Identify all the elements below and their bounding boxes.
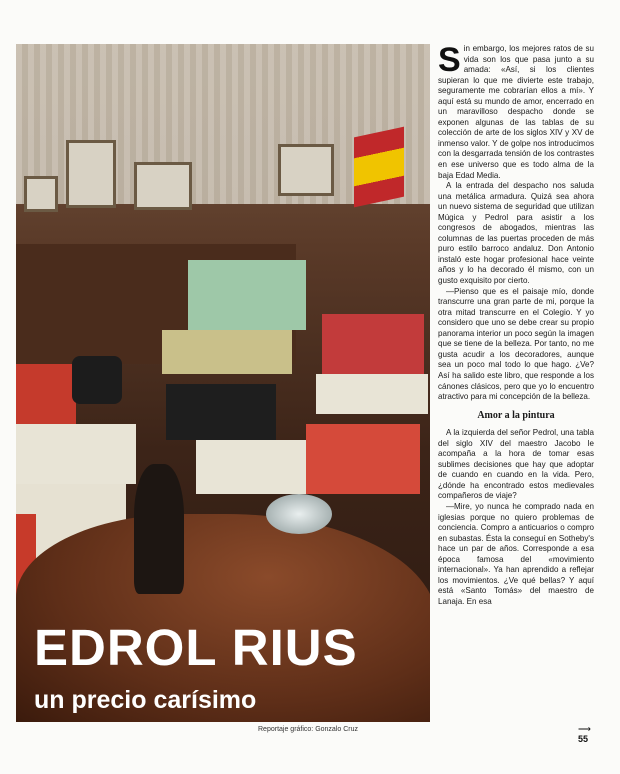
black-books bbox=[166, 384, 276, 440]
small-frame bbox=[24, 176, 58, 212]
paragraph-1-text: in embargo, los mejores ratos de su vida son los que pasa junto a su amada: «Así, si los clientes supieran lo que me divierte este trabajo, seguramente me cobrarían ellos a mí». Y aquí está su mundo de amor, encerrado en un maravilloso despacho donde se exponen algunas de las tablas de su colección de arte de los siglos XIV y XV de inmenso valor. Y de golpe nos introducimos con la desgarrada tensión de los contrastes en ese universo que es todo alma de la baja Edad Media. bbox=[438, 44, 594, 180]
book-stack-left bbox=[16, 424, 136, 484]
paragraph-1 bbox=[438, 41, 594, 181]
picture-frame-right bbox=[278, 144, 334, 196]
paragraph-3: —Pienso que es el paisaje mío, donde transcurre una gran parte de mi, porque la otra mitad transcurre en el Colegio. Y yo considero que uno se debe crear su propio panorama interior un poco según la imagen que se tiene de la belleza. Por tanto, no me gusta acudir a los decoradores, aunque sea un poco mal todo lo que hago. ¿Ve? Así ha salido este libro, que responde a los cánones clásicos, pero que yo lo encuentro atractivo para mi concepción de la belleza. bbox=[438, 286, 594, 402]
bronze-statuette bbox=[134, 464, 184, 594]
dropcap: S bbox=[438, 41, 461, 79]
red-books-left bbox=[16, 364, 76, 424]
paragraph-4: A la izquierda del señor Pedrol, una tabla del siglo XIV del maestro Jacobo le acompaña a la hora de tomar esas sublimes decisiones que hay que adoptar de cuando en cuando en la vida. Pero, ¿dónde ha encontrado estos medievales compañeros de viaje? bbox=[438, 428, 594, 501]
papers-right bbox=[316, 374, 428, 414]
office-photo bbox=[16, 44, 430, 722]
article-column bbox=[438, 41, 594, 744]
page-number: 55 bbox=[578, 734, 589, 744]
paragraph-5: —Mire, yo nunca he comprado nada en iglesias porque no quiero problemas de conciencia. Compro a anticuarios o compro en subastas. Ésta la conseguí en Sotheby's hace un par de años. Corresponde a esa época famosa del «movimiento internacional». Ya han aprendido a reflejar los movimientos. ¿Ve qué bellas? Y aquí está «Santo Tomás» del maestro de Lanaja. En esa bbox=[438, 501, 594, 606]
white-books-center bbox=[196, 440, 306, 494]
spanish-flag bbox=[354, 127, 404, 208]
paragraph-2: A la entrada del despacho nos saluda una metálica armadura. Quizá sea ahora un nuevo sistema de seguridad que utilizan Múgica y Pedrol para asistir a los congresos de abogados, mientras las columnas de las puertas proceden de más puro estilo barroco andaluz. Don Antonio instaló este hogar profesional hace veinte años y lo ha decorado él mismo, con un gusto exquisito por cierto. bbox=[438, 181, 594, 286]
books-right-stack bbox=[306, 424, 420, 494]
subheading: Amor a la pintura bbox=[477, 409, 555, 421]
portrait-frame bbox=[66, 140, 116, 208]
headline: EDROL RIUS bbox=[34, 619, 358, 676]
paper-stack-folder bbox=[162, 330, 292, 374]
paper-stack-center bbox=[188, 260, 306, 330]
headline-subtitle: un precio carísimo bbox=[34, 686, 257, 714]
glass-ashtray bbox=[266, 494, 332, 534]
photo-credit: Reportaje gráfico: Gonzalo Cruz bbox=[258, 726, 358, 733]
continue-arrow-icon: ⟶ bbox=[578, 724, 591, 734]
red-folders-right bbox=[322, 314, 424, 374]
photo-frame bbox=[134, 162, 192, 210]
canister bbox=[72, 356, 122, 404]
